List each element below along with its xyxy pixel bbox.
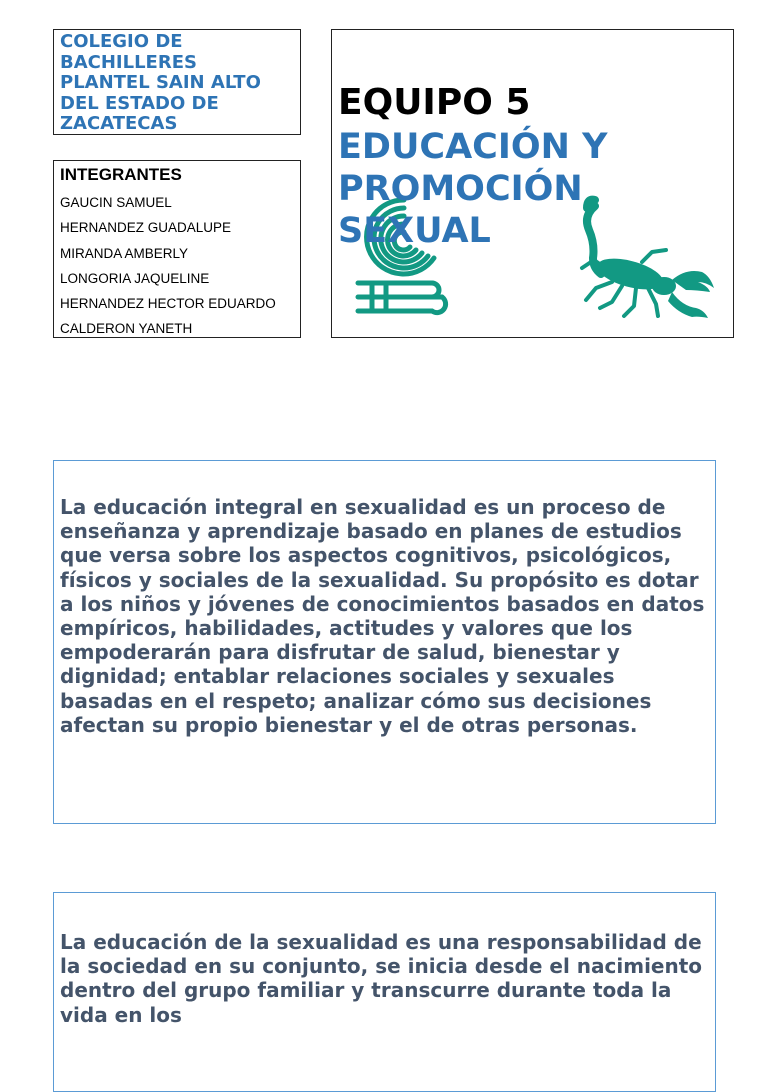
- member-name: MIRANDA AMBERLY: [60, 245, 189, 261]
- member-name: CALDERON YANETH: [60, 321, 193, 337]
- paragraph-box-1: [53, 460, 716, 824]
- school-name: COLEGIO DE BACHILLERES PLANTEL SAIN ALTO DEL ESTADO DE ZACATECAS: [60, 31, 261, 134]
- team-title: EQUIPO 5: [338, 82, 531, 123]
- title-box: [331, 29, 734, 338]
- topic-title: EDUCACIÓN Y PROMOCIÓN SEXUAL: [338, 127, 608, 251]
- member-name: GAUCIN SAMUEL: [60, 195, 172, 210]
- paragraph-text: La educación integral en sexualidad es un proceso de enseñanza y aprendizaje basado en planes de estudios que versa sobre los aspectos cognitivos, psicológicos, físicos y sociales de la sexualidad. Su propósito es dotar a los niños y jóvenes de conocimientos basados en datos empíricos, habilidades, actitudes y valores que los empoderarán para disfrutar de salud, bienestar y dignidad; entablar relaciones sociales y sexuales basadas en el respeto; analizar cómo sus decisiones afectan su propio bienestar y el de otras personas.: [60, 495, 705, 737]
- school-box: [53, 29, 301, 135]
- scorpion-icon: [560, 192, 718, 330]
- paragraph-box-2: [53, 892, 716, 1092]
- members-box: [53, 160, 301, 338]
- member-name: HERNANDEZ GUADALUPE: [60, 220, 232, 236]
- member-name: LONGORIA JAQUELINE: [60, 270, 210, 286]
- paragraph-text: La educación de la sexualidad es una responsabilidad de la sociedad en su conjunto, se inicia desde el nacimiento dentro del grupo familiar y transcurre durante toda la vida en los: [60, 930, 703, 1027]
- members-title: INTEGRANTES: [60, 165, 182, 184]
- member-name: HERNANDEZ HECTOR EDUARDO: [60, 296, 276, 312]
